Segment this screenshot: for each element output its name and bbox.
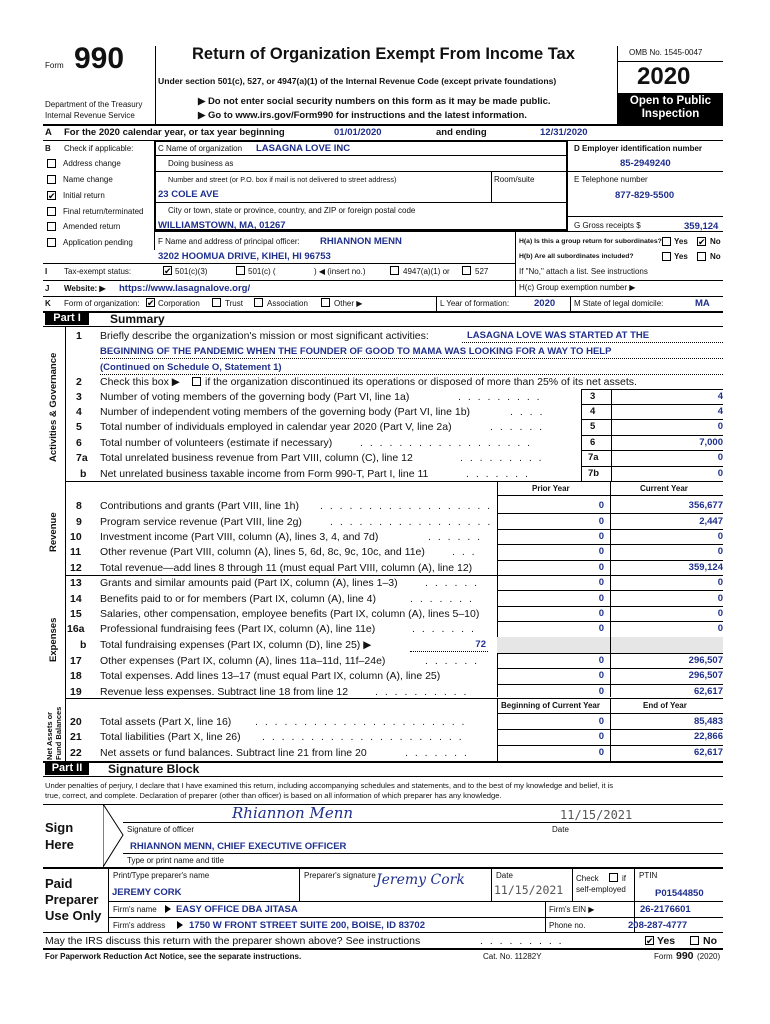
- association-label: Association: [267, 299, 308, 308]
- part2-tag: Part II: [45, 762, 89, 775]
- line16a-current[interactable]: 0: [717, 623, 723, 634]
- line14-num: 14: [70, 593, 82, 605]
- application-pending-label: Application pending: [63, 238, 133, 247]
- line3-text: Number of voting members of the governing body (Part VI, line 1a): [100, 391, 410, 403]
- firm-phone-label: Phone no.: [549, 921, 586, 930]
- org-name-label: C Name of organization: [158, 144, 243, 153]
- line7a-num: 7a: [76, 452, 88, 464]
- line2-check-label: Check this box ▶: [100, 376, 180, 388]
- preparer-label: Preparer: [45, 892, 99, 907]
- prior-year-header: Prior Year: [532, 484, 570, 493]
- firm-ein[interactable]: 26-2176601: [640, 904, 691, 915]
- line5-box: 5: [590, 421, 596, 432]
- line8-current[interactable]: 356,677: [688, 500, 723, 511]
- association-checkbox[interactable]: [254, 298, 263, 307]
- tax-year-end[interactable]: 12/31/2020: [540, 127, 588, 138]
- attach-list-note: If "No," attach a list. See instructions: [519, 267, 648, 276]
- cat-number: Cat. No. 11282Y: [483, 952, 542, 961]
- line-a-label: For the 2020 calendar year, or tax year beginning: [64, 127, 285, 138]
- line16a-text: Professional fundraising fees (Part IX, column (A), line 11e): [100, 623, 376, 635]
- line5-text: Total number of individuals employed in calendar year 2020 (Part V, line 2a): [100, 421, 452, 433]
- other-checkbox[interactable]: [321, 298, 330, 307]
- sign-here-arrow: [103, 804, 125, 867]
- phone-label: E Telephone number: [574, 175, 648, 184]
- city-label: City or town, state or province, country, and ZIP or foreign postal code: [168, 206, 416, 215]
- line20-current[interactable]: 85,483: [693, 716, 723, 727]
- line11-text: Other revenue (Part VIII, column (A), lines 5, 6d, 8c, 9c, 10c, and 11e): [100, 546, 425, 558]
- line3-box: 3: [590, 391, 596, 402]
- omb-number: OMB No. 1545-0047: [629, 48, 703, 57]
- paperwork-notice: For Paperwork Reduction Act Notice, see the separate instructions.: [45, 952, 302, 961]
- website-label: Website: ▶: [64, 284, 106, 293]
- line21-text: Total liabilities (Part X, line 26): [100, 731, 241, 743]
- initial-return-checkbox[interactable]: ✔: [48, 191, 56, 201]
- use-only-label: Use Only: [45, 908, 102, 923]
- self-employed-check-label: Check: [576, 874, 599, 883]
- firm-address-label: Firm's address: [113, 921, 166, 930]
- group-return-no-checkbox[interactable]: ✔: [698, 237, 706, 247]
- group-return-no-label: No: [710, 237, 721, 246]
- ptin-label: PTIN: [639, 871, 658, 880]
- subordinates-yes-label: Yes: [674, 252, 688, 261]
- line13-num: 13: [70, 577, 82, 589]
- subordinates-no-checkbox[interactable]: [697, 252, 706, 261]
- line9-prior[interactable]: 0: [598, 516, 604, 527]
- line19-text: Revenue less expenses. Subtract line 18 from line 12: [100, 686, 349, 698]
- line8-num: 8: [76, 500, 82, 512]
- line5-value[interactable]: 0: [717, 421, 723, 432]
- line1-text: Briefly describe the organization's mission or most significant activities:: [100, 330, 429, 342]
- current-year-header: Current Year: [640, 484, 688, 493]
- here-label: Here: [45, 837, 74, 852]
- discontinued-checkbox[interactable]: [192, 377, 201, 386]
- firm-address-arrow-icon: [177, 921, 183, 929]
- preparer-signature-label: Preparer's signature: [304, 871, 376, 880]
- line3-num: 3: [76, 391, 82, 403]
- 501c-checkbox[interactable]: [236, 266, 245, 275]
- group-exemption-label: H(c) Group exemption number ▶: [519, 283, 636, 292]
- subordinates-question: H(b) Are all subordinates included?: [519, 253, 634, 260]
- group-return-question: H(a) Is this a group return for subordinates?: [519, 238, 662, 245]
- line-a-letter: A: [45, 127, 52, 138]
- irs-label: Internal Revenue Service: [45, 111, 135, 120]
- 501c-label: 501(c) (: [248, 267, 276, 276]
- amended-return-checkbox[interactable]: [47, 222, 56, 231]
- year-formation-value[interactable]: 2020: [534, 298, 556, 309]
- footer-form-number: 990: [676, 950, 694, 962]
- line12-prior[interactable]: 0: [598, 562, 604, 573]
- line9-num: 9: [76, 516, 82, 528]
- dba-label: Doing business as: [168, 159, 234, 168]
- org-name[interactable]: LASAGNA LOVE INC: [256, 143, 351, 154]
- application-pending-checkbox[interactable]: [47, 238, 56, 247]
- line22-text: Net assets or fund balances. Subtract line 21 from line 20: [100, 747, 367, 759]
- line1-num: 1: [76, 330, 82, 342]
- initial-return-label: Initial return: [63, 191, 105, 200]
- open-line2: Inspection: [641, 108, 700, 120]
- expenses-sidebar: Expenses: [48, 617, 59, 662]
- line11-current[interactable]: 0: [717, 546, 723, 557]
- form-subtitle: Under section 501(c), 527, or 4947(a)(1) of the Internal Revenue Code (except private foundations): [158, 76, 557, 86]
- 4947-checkbox[interactable]: [390, 266, 399, 275]
- 527-label: 527: [475, 267, 489, 276]
- phone-value[interactable]: 877-829-5500: [615, 190, 675, 201]
- self-employed-label: self-employed: [576, 885, 626, 894]
- address-change-checkbox[interactable]: [47, 159, 56, 168]
- line7a-value[interactable]: 0: [717, 452, 723, 463]
- line10-num: 10: [70, 531, 82, 543]
- line21-prior[interactable]: 0: [598, 731, 604, 742]
- line22-prior[interactable]: 0: [598, 747, 604, 758]
- final-return-checkbox[interactable]: [47, 207, 56, 216]
- line4-value[interactable]: 4: [717, 406, 723, 417]
- line16b-num: b: [80, 639, 87, 651]
- line21-current[interactable]: 22,866: [693, 731, 723, 742]
- beginning-year-header: Beginning of Current Year: [501, 701, 600, 710]
- sign-label: Sign: [45, 820, 74, 835]
- line12-current[interactable]: 359,124: [688, 562, 723, 573]
- ein-label: D Employer identification number: [574, 144, 703, 153]
- line14-prior[interactable]: 0: [598, 593, 604, 604]
- line16b-text: Total fundraising expenses (Part IX, column (D), line 25) ▶: [100, 639, 372, 651]
- line19-num: 19: [70, 686, 82, 698]
- officer-name-title[interactable]: RHIANNON MENN, CHIEF EXECUTIVE OFFICER: [130, 841, 347, 852]
- line6-num: 6: [76, 437, 82, 449]
- state-domicile-value[interactable]: MA: [695, 298, 710, 309]
- line6-value[interactable]: 7,000: [699, 437, 723, 448]
- line-j-letter: J: [45, 284, 50, 293]
- other-label: Other ▶: [334, 299, 363, 308]
- line20-text: Total assets (Part X, line 16): [100, 716, 232, 728]
- line19-prior[interactable]: 0: [598, 686, 604, 697]
- line13-prior[interactable]: 0: [598, 577, 604, 588]
- officer-date-label: Date: [552, 825, 569, 834]
- gross-receipts-value[interactable]: 359,124: [684, 221, 719, 232]
- revenue-sidebar: Revenue: [48, 512, 59, 552]
- line22-current[interactable]: 62,617: [693, 747, 723, 758]
- 501c3-checkbox[interactable]: ✔: [164, 266, 172, 276]
- trust-checkbox[interactable]: [212, 298, 221, 307]
- form-title: Return of Organization Exempt From Income Tax: [192, 45, 575, 63]
- city-address[interactable]: WILLIAMSTOWN, MA, 01267: [158, 220, 286, 231]
- discuss-question: May the IRS discuss this return with the preparer shown above? See instructions: [45, 935, 421, 947]
- preparer-signature[interactable]: Jeremy Cork: [376, 872, 465, 888]
- tax-year-begin[interactable]: 01/01/2020: [334, 127, 382, 138]
- dept-treasury: Department of the Treasury: [45, 100, 143, 109]
- perjury-line1: Under penalties of perjury, I declare that I have examined this return, including accompanying schedules and statements, and to the best of my knowledge and belief, it is: [45, 781, 614, 790]
- open-line1: Open to Public: [629, 95, 712, 107]
- irs-link-note: ▶ Go to www.irs.gov/Form990 for instructions and the latest information.: [198, 110, 527, 121]
- net-assets-sidebar-1: Net Assets or: [45, 711, 54, 760]
- line14-current[interactable]: 0: [717, 593, 723, 604]
- street-label: Number and street (or P.O. box if mail is not delivered to street address): [168, 175, 397, 184]
- line12-num: 12: [70, 562, 82, 574]
- preparer-date[interactable]: 11/15/2021: [494, 883, 564, 897]
- corporation-checkbox[interactable]: ✔: [147, 298, 155, 308]
- officer-signature[interactable]: Rhiannon Menn: [232, 804, 354, 822]
- discuss-yes-label: Yes: [657, 935, 676, 947]
- name-change-label: Name change: [63, 175, 113, 184]
- open-to-public-badge: [618, 93, 723, 124]
- line7b-value[interactable]: 0: [717, 468, 723, 479]
- line17-current[interactable]: 296,507: [688, 655, 723, 666]
- part1-tag: Part I: [45, 312, 89, 325]
- line18-prior[interactable]: 0: [598, 670, 604, 681]
- line2-text: if the organization discontinued its operations or disposed of more than 25% of its net assets.: [205, 376, 637, 388]
- state-domicile-label: M State of legal domicile:: [574, 299, 664, 308]
- line9-current[interactable]: 2,447: [699, 516, 723, 527]
- line18-current[interactable]: 296,507: [688, 670, 723, 681]
- line16b-value[interactable]: 72: [475, 639, 486, 650]
- box-c-frame: [154, 140, 568, 231]
- line2-num: 2: [76, 376, 82, 388]
- line20-prior[interactable]: 0: [598, 716, 604, 727]
- line7b-num: b: [80, 468, 87, 480]
- line18-num: 18: [70, 670, 82, 682]
- line15-current[interactable]: 0: [717, 608, 723, 619]
- box-b-letter: B: [45, 144, 51, 153]
- subordinates-yes-checkbox[interactable]: [662, 252, 671, 261]
- amended-return-label: Amended return: [63, 222, 121, 231]
- tax-year: 2020: [637, 63, 691, 90]
- group-return-yes-label: Yes: [674, 237, 688, 246]
- line6-text: Total number of volunteers (estimate if necessary): [100, 437, 333, 449]
- line6-box: 6: [590, 437, 596, 448]
- tax-exempt-label: Tax-exempt status:: [64, 267, 132, 276]
- if-label: if: [622, 874, 626, 883]
- line13-current[interactable]: 0: [717, 577, 723, 588]
- box-b-label: Check if applicable:: [64, 144, 134, 153]
- line3-value[interactable]: 4: [717, 391, 723, 402]
- firm-phone[interactable]: 208-287-4777: [628, 920, 688, 931]
- line7b-box: 7b: [588, 468, 600, 479]
- firm-ein-label: Firm's EIN ▶: [549, 905, 595, 914]
- street-address[interactable]: 23 COLE AVE: [158, 189, 219, 200]
- name-change-checkbox[interactable]: [47, 175, 56, 184]
- line22-num: 22: [70, 747, 82, 759]
- 527-checkbox[interactable]: [462, 266, 471, 275]
- firm-name-label: Firm's name: [113, 905, 157, 914]
- line7a-box: 7a: [588, 452, 599, 463]
- end-year-header: End of Year: [643, 701, 687, 710]
- room-label: Room/suite: [494, 175, 535, 184]
- form-number: 990: [74, 42, 125, 75]
- line17-prior[interactable]: 0: [598, 655, 604, 666]
- line19-current[interactable]: 62,617: [693, 686, 723, 697]
- principal-officer-label: F Name and address of principal officer:: [158, 237, 300, 246]
- line15-text: Salaries, other compensation, employee benefits (Part IX, column (A), lines 5–10): [100, 608, 480, 620]
- self-employed-checkbox[interactable]: [609, 873, 618, 882]
- firm-address[interactable]: 1750 W FRONT STREET SUITE 200, BOISE, ID 83702: [189, 920, 425, 931]
- perjury-line2: true, correct, and complete. Declaration of preparer (other than officer) is based on all information of which preparer has any knowledge.: [45, 791, 502, 800]
- ptin-value[interactable]: P01544850: [655, 888, 704, 899]
- preparer-date-label: Date: [496, 871, 513, 880]
- line16a-prior[interactable]: 0: [598, 623, 604, 634]
- discuss-yes-checkbox[interactable]: ✔: [646, 936, 654, 946]
- address-change-label: Address change: [63, 159, 121, 168]
- line7a-text: Total unrelated business revenue from Part VIII, column (C), line 12: [100, 452, 413, 464]
- line-i-letter: I: [45, 267, 48, 276]
- line11-num: 11: [70, 546, 82, 558]
- line8-prior[interactable]: 0: [598, 500, 604, 511]
- footer-form-label: Form: [654, 952, 673, 961]
- line5-num: 5: [76, 421, 82, 433]
- paid-label: Paid: [45, 876, 73, 891]
- principal-officer-address[interactable]: 3202 HOOMUA DRIVE, KIHEI, HI 96753: [158, 251, 331, 262]
- line4-text: Number of independent voting members of the governing body (Part VI, line 1b): [100, 406, 471, 418]
- 4947-label: 4947(a)(1) or: [403, 267, 450, 276]
- final-return-label: Final return/terminated: [63, 207, 144, 216]
- discuss-no-label: No: [703, 935, 717, 947]
- line11-prior[interactable]: 0: [598, 546, 604, 557]
- line12-text: Total revenue—add lines 8 through 11 (must equal Part VIII, column (A), line 12): [100, 562, 473, 574]
- subordinates-no-label: No: [710, 252, 721, 261]
- insert-no-label: ) ◀ (insert no.): [314, 267, 366, 276]
- officer-signature-label: Signature of officer: [127, 825, 195, 834]
- website-value[interactable]: https://www.lasagnalove.org/: [119, 283, 251, 294]
- mission-line1[interactable]: LASAGNA LOVE WAS STARTED AT THE: [467, 330, 650, 341]
- principal-officer-name[interactable]: RHIANNON MENN: [320, 236, 402, 247]
- corporation-label: Corporation: [158, 299, 200, 308]
- line21-num: 21: [70, 731, 82, 743]
- line18-text: Total expenses. Add lines 13–17 (must equal Part IX, column (A), line 25): [100, 670, 441, 682]
- preparer-name-label: Print/Type preparer's name: [113, 871, 210, 880]
- net-assets-sidebar-2: Fund Balances: [54, 706, 63, 760]
- line4-num: 4: [76, 406, 82, 418]
- part2-title: Signature Block: [108, 762, 200, 776]
- preparer-name[interactable]: JEREMY CORK: [112, 887, 182, 898]
- form-label: Form: [45, 61, 64, 70]
- discuss-no-checkbox[interactable]: [690, 936, 699, 945]
- 501c3-label: 501(c)(3): [175, 267, 208, 276]
- line10-text: Investment income (Part VIII, column (A), lines 3, 4, and 7d): [100, 531, 379, 543]
- part1-title: Summary: [110, 312, 165, 326]
- ein-value[interactable]: 85-2949240: [620, 158, 671, 169]
- officer-sign-date[interactable]: 11/15/2021: [560, 808, 633, 822]
- footer-year: (2020): [697, 952, 721, 961]
- line17-text: Other expenses (Part IX, column (A), lines 11a–11d, 11f–24e): [100, 655, 386, 667]
- firm-name[interactable]: EASY OFFICE DBA JITASA: [176, 904, 298, 915]
- gross-receipts-label: G Gross receipts $: [574, 221, 641, 230]
- line7b-text: Net unrelated business taxable income from Form 990-T, Part I, line 11: [100, 468, 429, 480]
- group-return-yes-checkbox[interactable]: [662, 237, 671, 246]
- and-ending-label: and ending: [436, 127, 487, 138]
- firm-name-arrow-icon: [165, 905, 171, 913]
- line9-text: Program service revenue (Part VIII, line 2g): [100, 516, 302, 528]
- line10-prior[interactable]: 0: [598, 531, 604, 542]
- mission-line3[interactable]: (Continued on Schedule O, Statement 1): [100, 362, 282, 373]
- line10-current[interactable]: 0: [717, 531, 723, 542]
- line13-text: Grants and similar amounts paid (Part IX, column (A), lines 1–3): [100, 577, 398, 589]
- line17-num: 17: [70, 655, 82, 667]
- line16a-num: 16a: [67, 623, 85, 635]
- line8-text: Contributions and grants (Part VIII, line 1h): [100, 500, 300, 512]
- mission-line2[interactable]: BEGINNING OF THE PANDEMIC WHEN THE FOUNDER OF GOOD TO MAMA WAS LOOKING FOR A WAY TO HELP: [100, 346, 612, 357]
- form-of-org-label: Form of organization:: [64, 299, 140, 308]
- year-formation-label: L Year of formation:: [440, 299, 510, 308]
- ssn-note: ▶ Do not enter social security numbers on this form as it may be made public.: [198, 96, 551, 107]
- line15-prior[interactable]: 0: [598, 608, 604, 619]
- name-title-label: Type or print name and title: [127, 856, 224, 865]
- line-k-letter: K: [45, 299, 51, 308]
- line14-text: Benefits paid to or for members (Part IX, column (A), line 4): [100, 593, 377, 605]
- trust-label: Trust: [225, 299, 243, 308]
- activities-governance-sidebar: Activities & Governance: [48, 352, 59, 462]
- line20-num: 20: [70, 716, 82, 728]
- line4-box: 4: [590, 406, 596, 417]
- line15-num: 15: [70, 608, 82, 620]
